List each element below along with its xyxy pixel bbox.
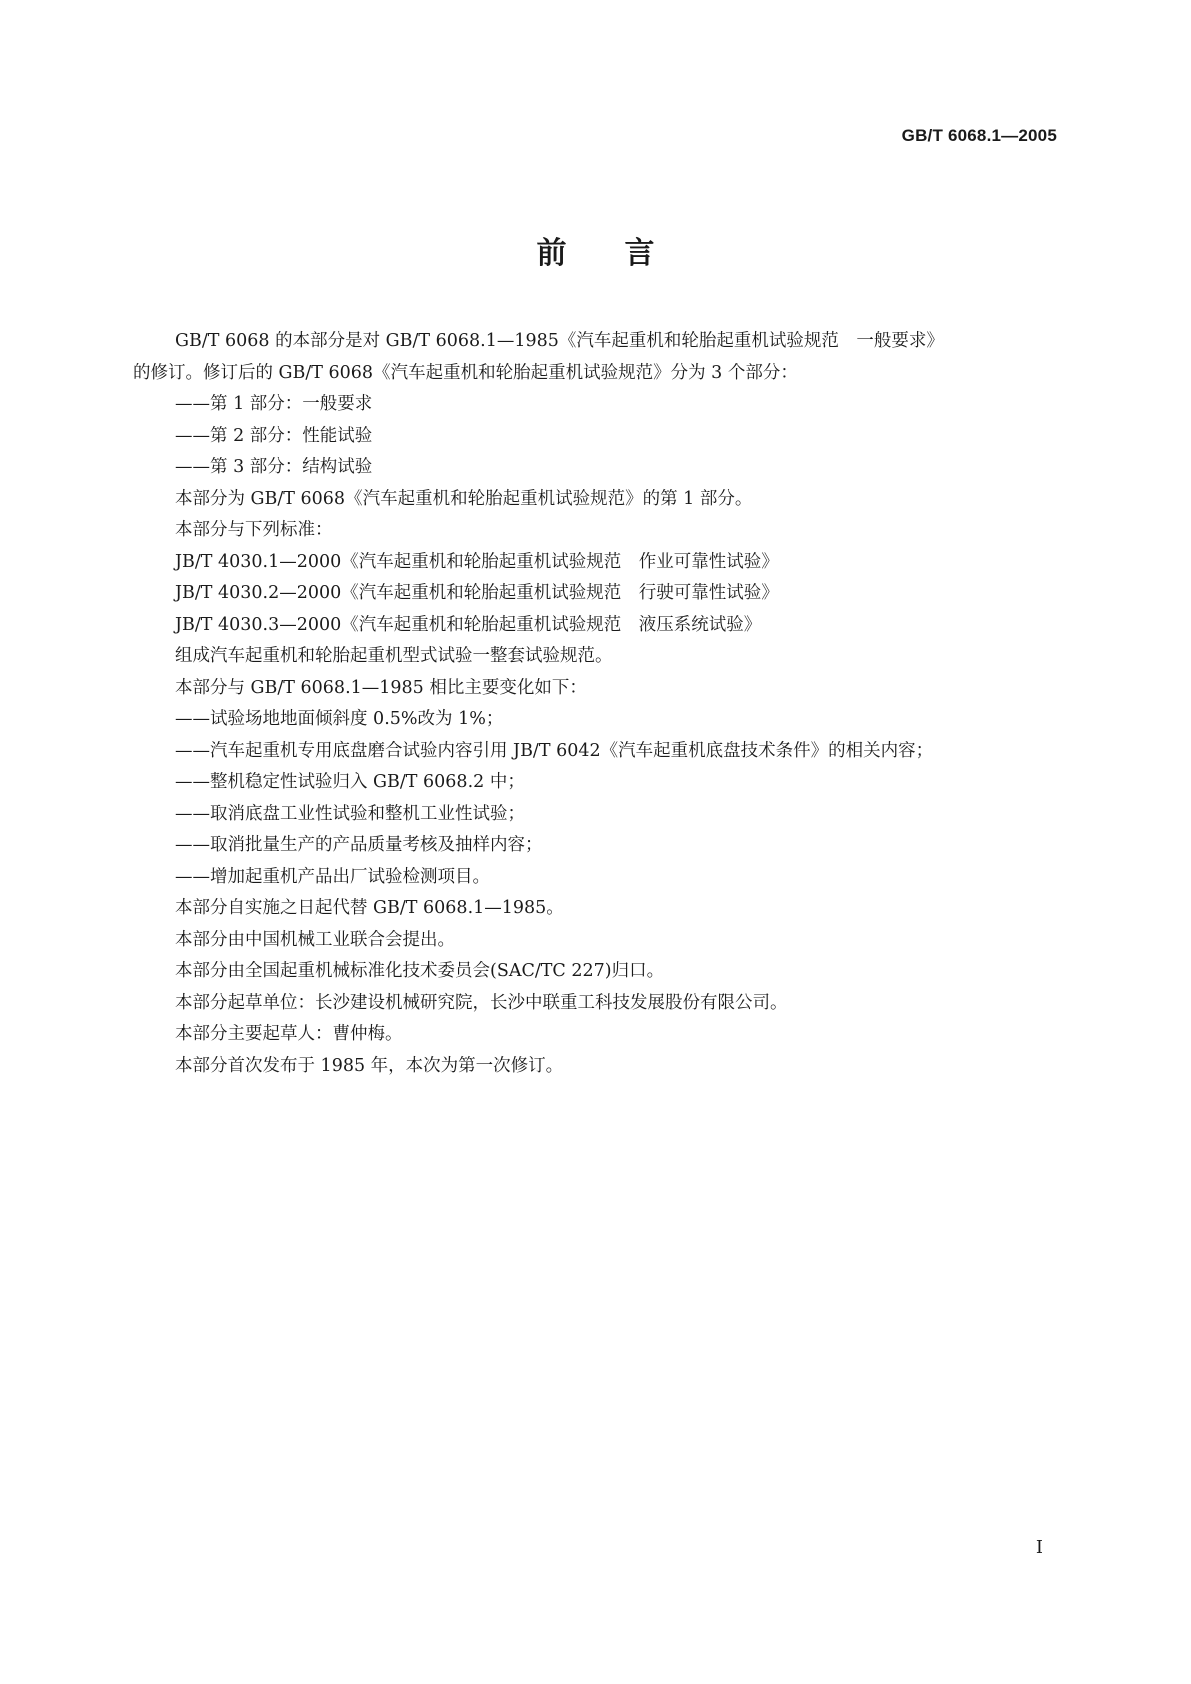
change-item: ——增加起重机产品出厂试验检测项目。 [175, 866, 490, 887]
change-item: ——取消批量生产的产品质量考核及抽样内容； [175, 835, 543, 855]
list-item: ——第 3 部分：结构试验 [175, 457, 373, 477]
paragraph-line: 本部分起草单位：长沙建设机械研究院，长沙中联重工科技发展股份有限公司。 [175, 992, 788, 1013]
paragraph-line: 本部分与下列标准： [175, 520, 333, 540]
change-item: ——取消底盘工业性试验和整机工业性试验； [175, 803, 525, 824]
change-item: ——试验场地地面倾斜度 0.5%改为 1%； [175, 709, 504, 729]
list-item: ——第 2 部分：性能试验 [175, 425, 373, 446]
referenced-standard: JB/T 4030.2—2000《汽车起重机和轮胎起重机试验规范 行驶可靠性试验》 [175, 583, 779, 603]
paragraph-line: 本部分由全国起重机械标准化技术委员会(SAC/TC 227)归口。 [175, 961, 665, 981]
paragraph-line: 本部分自实施之日起代替 GB/T 6068.1—1985。 [175, 898, 564, 918]
paragraph-line: 组成汽车起重机和轮胎起重机型式试验一整套试验规范。 [175, 646, 613, 666]
paragraph-line: 本部分与 GB/T 6068.1—1985 相比主要变化如下： [175, 677, 587, 698]
change-item: ——汽车起重机专用底盘磨合试验内容引用 JB/T 6042《汽车起重机底盘技术条件》的相关内容； [175, 740, 934, 761]
standard-code: GB/T 6068.1—2005 [901, 126, 1057, 145]
title-char-2: 言 [624, 236, 655, 271]
paragraph-line: GB/T 6068 的本部分是对 GB/T 6068.1—1985《汽车起重机和轮胎起重机试验规范 一般要求》 [175, 331, 944, 351]
page-title [0, 228, 1191, 272]
paragraph-line: 本部分由中国机械工业联合会提出。 [175, 929, 455, 950]
page-number: I [1035, 1537, 1043, 1558]
paragraph-line: 的修订。修订后的 GB/T 6068《汽车起重机和轮胎起重机试验规范》分为 3 个部分： [133, 362, 798, 383]
referenced-standard: JB/T 4030.1—2000《汽车起重机和轮胎起重机试验规范 作业可靠性试验》 [175, 551, 779, 572]
preface-body [133, 326, 1063, 1082]
paragraph-line: 本部分主要起草人：曹仲梅。 [175, 1024, 403, 1044]
paragraph-line: 本部分首次发布于 1985 年，本次为第一次修订。 [175, 1055, 564, 1076]
paragraph-line: 本部分为 GB/T 6068《汽车起重机和轮胎起重机试验规范》的第 1 部分。 [175, 488, 753, 509]
list-item: ——第 1 部分：一般要求 [175, 394, 373, 414]
referenced-standard: JB/T 4030.3—2000《汽车起重机和轮胎起重机试验规范 液压系统试验》 [175, 614, 762, 635]
change-item: ——整机稳定性试验归入 GB/T 6068.2 中； [175, 772, 525, 792]
title-char-1: 前 [536, 236, 567, 271]
